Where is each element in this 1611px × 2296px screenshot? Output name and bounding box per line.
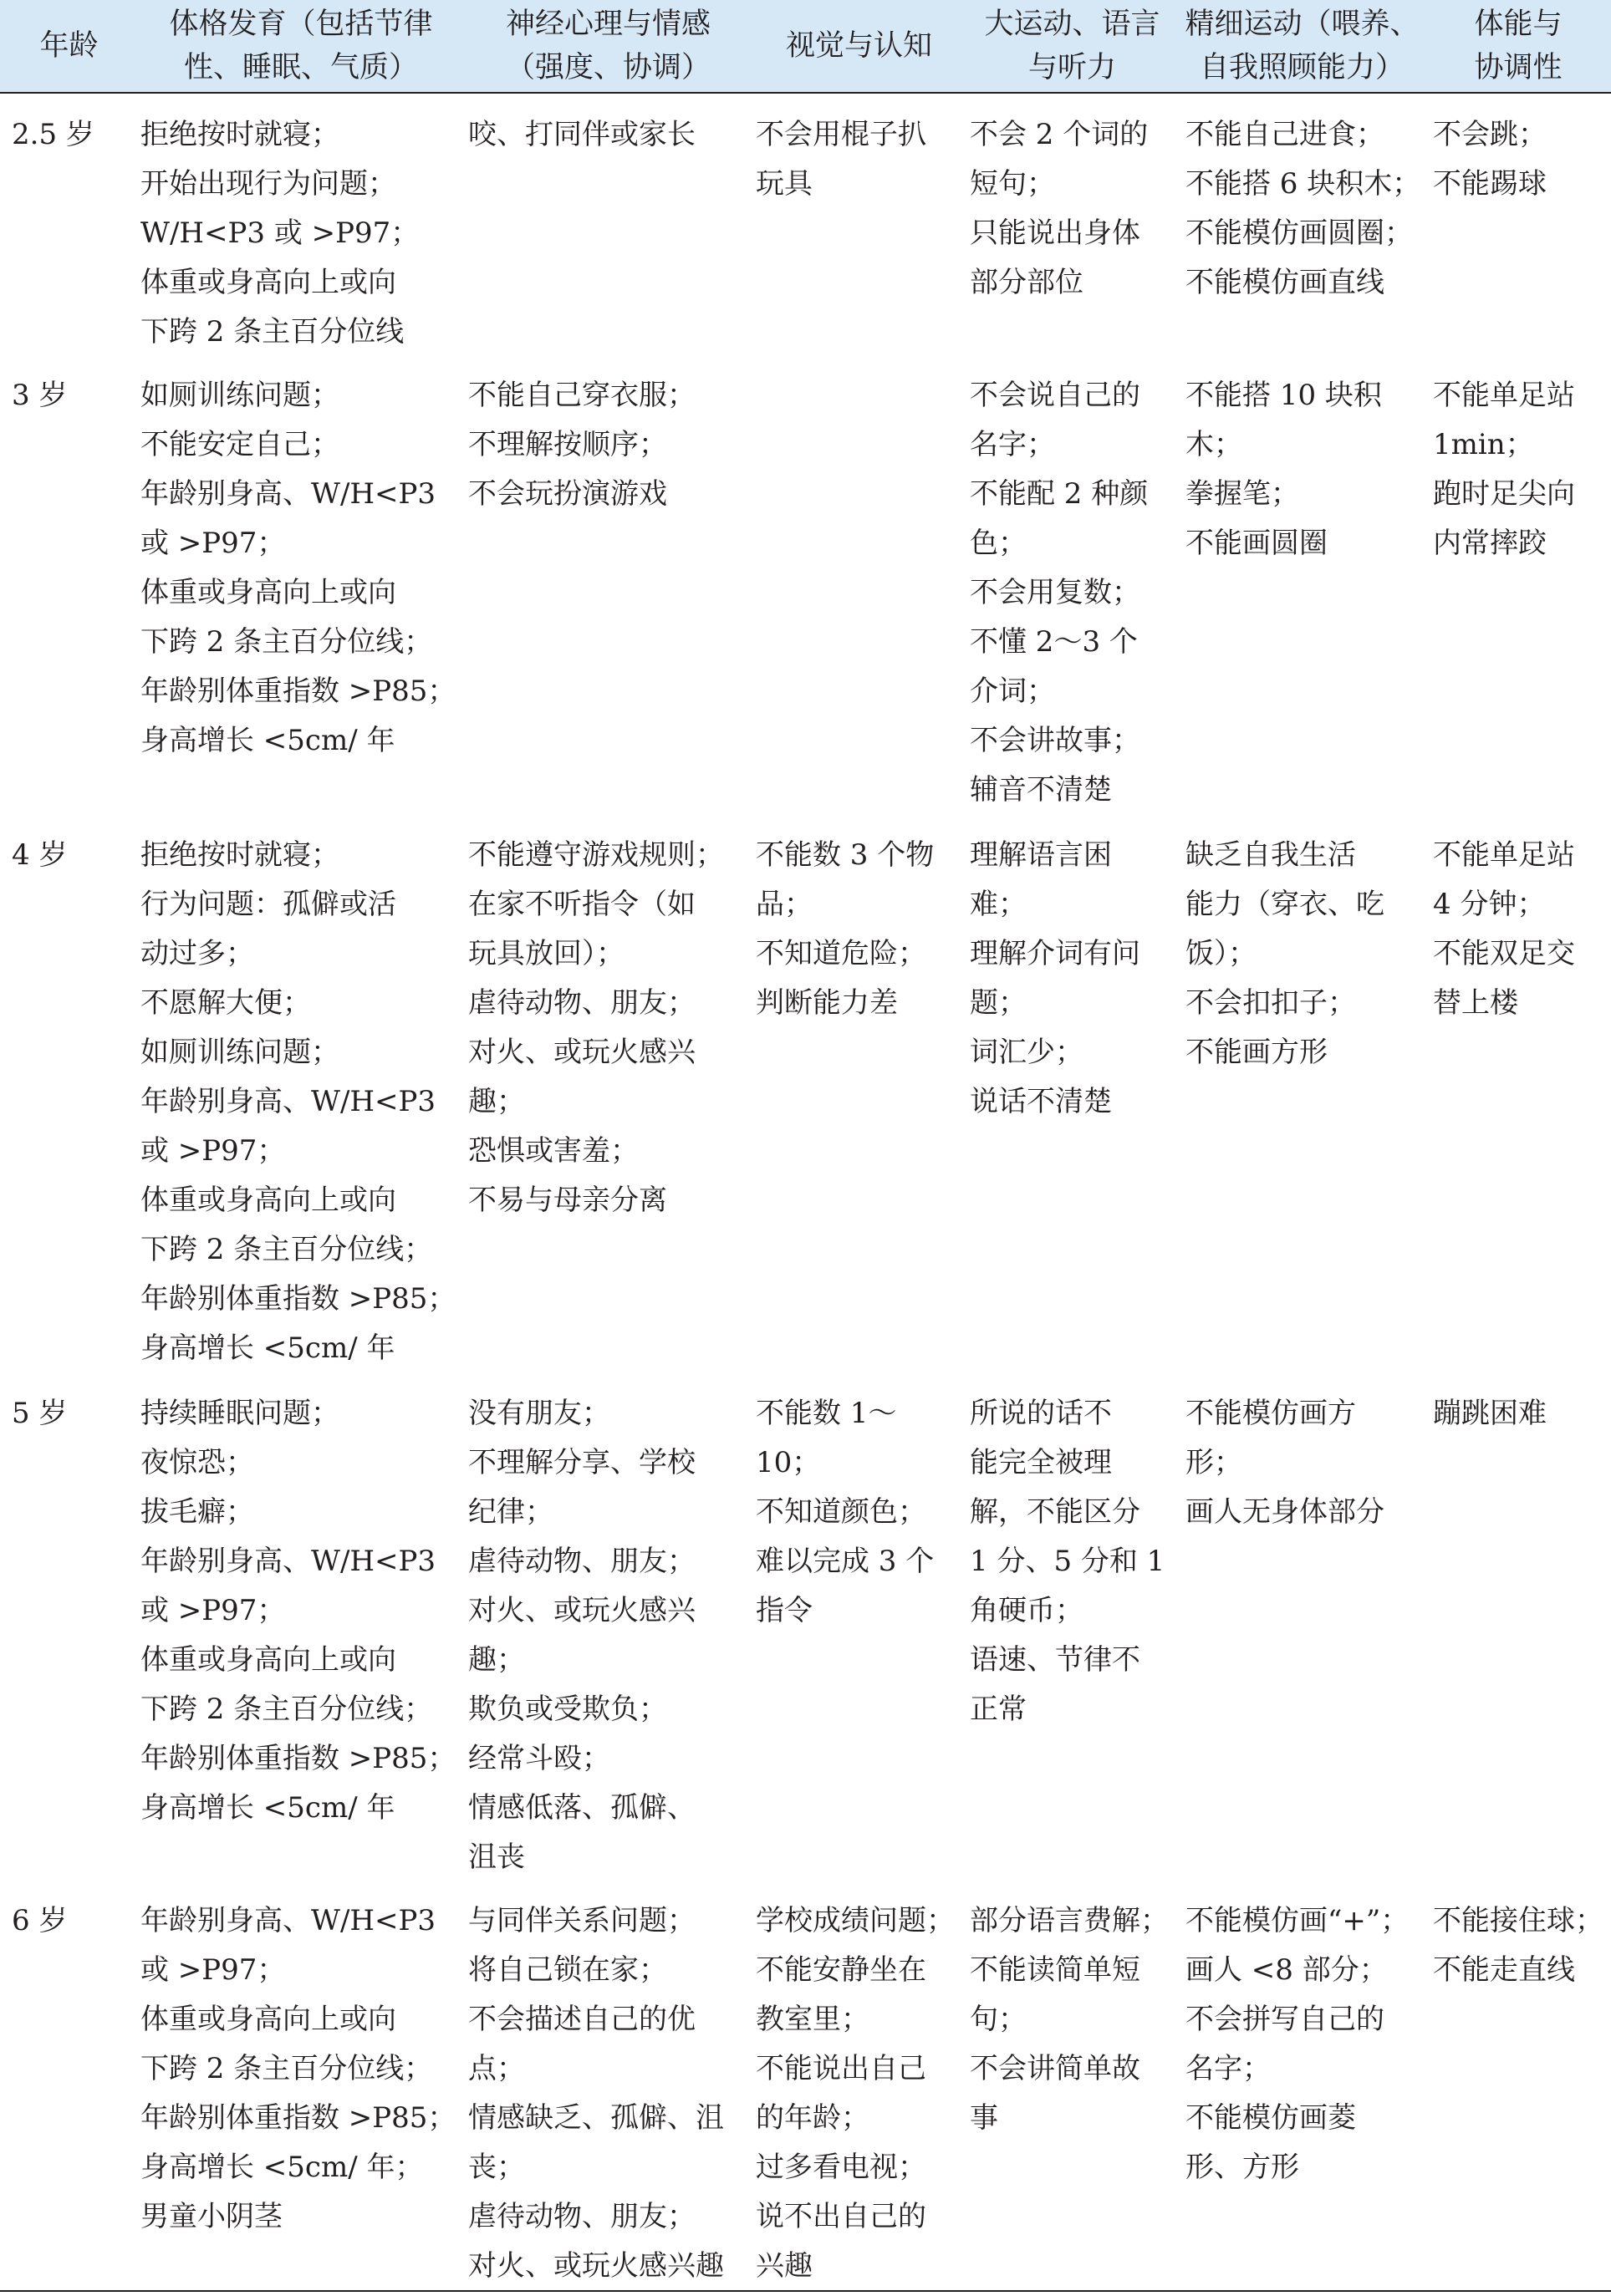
cell-vision: 不会用棍子扒 玩具 <box>756 118 926 201</box>
cell-physical: 拒绝按时就寝； 行为问题：孤僻或活 动过多； 不愿解大便； 如厕训练问题； 年龄别身高、W/H<P3 或 >P97； 体重或身高向上或向 下跨 2 条主百分位线； 年龄别体重指数 >P85； 身高增长 <5cm/ 年 <box>140 838 456 1365</box>
cell-coordination: 蹦跳困难 <box>1433 1397 1547 1430</box>
cell-fine-motor: 不能搭 10 块积 木； 拳握笔； 不能画圆圈 <box>1185 379 1382 560</box>
cell-gross-motor: 所说的话不 能完全被理 解，不能区分 1 分、5 分和 1 角硬币； 语速、节律不 正常 <box>970 1397 1165 1726</box>
cell-gross-motor: 不会说自己的 名字； 不能配 2 种颜 色； 不会用复数； 不懂 2～3 个 介词； 不会讲故事； 辅音不清楚 <box>970 379 1149 807</box>
table-row <box>0 361 1611 808</box>
cell-age: 3 岁 <box>12 379 68 412</box>
cell-age: 6 岁 <box>12 1904 68 1937</box>
header-neuro: 神经心理与情感 （强度、协调） <box>505 8 711 84</box>
table-bottom-rule <box>0 2290 1611 2292</box>
table-row <box>0 1379 1611 1872</box>
cell-age: 2.5 岁 <box>12 118 94 151</box>
cell-neuro: 没有朋友； 不理解分享、学校 纪律； 虐待动物、朋友； 对火、或玩火感兴 趣； 欺负或受欺负； 经常斗殴； 情感低落、孤僻、 沮丧 <box>468 1397 696 1874</box>
cell-physical: 拒绝按时就寝； 开始出现行为问题； W/H<P3 或 >P97； 体重或身高向上或向 下跨 2 条主百分位线 <box>140 118 420 349</box>
header-vision: 视觉与认知 <box>785 29 932 63</box>
cell-fine-motor: 不能自己进食； 不能搭 6 块积木； 不能模仿画圆圈； 不能模仿画直线 <box>1185 118 1421 299</box>
header-age: 年龄 <box>39 29 99 63</box>
header-physical: 体格发育（包括节律 性、睡眠、气质） <box>169 8 433 84</box>
cell-neuro: 咬、打同伴或家长 <box>468 118 696 151</box>
cell-coordination: 不会跳； 不能踢球 <box>1433 118 1547 201</box>
cell-fine-motor: 不能模仿画方 形； 画人无身体部分 <box>1185 1397 1384 1529</box>
cell-gross-motor: 部分语言费解； 不能读简单短 句； 不会讲简单故 事 <box>970 1904 1169 2135</box>
cell-physical: 如厕训练问题； 不能安定自己； 年龄别身高、W/H<P3 或 >P97； 体重或身高向上或向 下跨 2 条主百分位线； 年龄别体重指数 >P85； 身高增长 <5cm/ 年 <box>140 379 456 757</box>
header-fine-motor: 精细运动（喂养、 自我照顾能力） <box>1185 8 1420 84</box>
cell-vision: 不能数 1～ 10； 不知道颜色； 难以完成 3 个 指令 <box>756 1397 935 1627</box>
cell-neuro: 不能自己穿衣服； 不理解按顺序； 不会玩扮演游戏 <box>468 379 696 511</box>
cell-fine-motor: 不能模仿画“+”； 画人 <8 部分； 不会拼写自己的 名字； 不能模仿画菱 形、方形 <box>1185 1904 1410 2184</box>
header-coordination: 体能与 协调性 <box>1474 8 1563 84</box>
table-header <box>0 0 1611 94</box>
cell-physical: 年龄别身高、W/H<P3 或 >P97； 体重或身高向上或向 下跨 2 条主百分位线； 年龄别体重指数 >P85； 身高增长 <5cm/ 年； 男童小阴茎 <box>140 1904 456 2233</box>
table-row <box>0 100 1611 351</box>
cell-neuro: 不能遵守游戏规则； 在家不听指令（如 玩具放回）； 虐待动物、朋友； 对火、或玩火感兴 趣； 恐惧或害羞； 不易与母亲分离 <box>468 838 724 1217</box>
header-gross-motor: 大运动、语言 与听力 <box>984 8 1160 84</box>
cell-neuro: 与同伴关系问题； 将自己锁在家； 不会描述自己的优 点； 情感缺乏、孤僻、沮 丧； 虐待动物、朋友； 对火、或玩火感兴趣 <box>468 1904 724 2283</box>
cell-gross-motor: 不会 2 个词的 短句； 只能说出身体 部分部位 <box>970 118 1149 299</box>
cell-fine-motor: 缺乏自我生活 能力（穿衣、吃 饭）； 不会扣扣子； 不能画方形 <box>1185 838 1384 1069</box>
table-row <box>0 821 1611 1368</box>
cell-vision: 不能数 3 个物 品； 不知道危险； 判断能力差 <box>756 838 935 1020</box>
cell-coordination: 不能单足站 1min； 跑时足尖向 内常摔跤 <box>1433 379 1575 560</box>
cell-coordination: 不能单足站 4 分钟； 不能双足交 替上楼 <box>1433 838 1575 1020</box>
cell-age: 5 岁 <box>12 1397 68 1430</box>
cell-age: 4 岁 <box>12 838 68 872</box>
table-row <box>0 1886 1611 2288</box>
cell-vision: 学校成绩问题； 不能安静坐在 教室里； 不能说出自己 的年龄； 过多看电视； 说不出自己的 兴趣 <box>756 1904 955 2283</box>
cell-physical: 持续睡眠问题； 夜惊恐； 拔毛癖； 年龄别身高、W/H<P3 或 >P97； 体重或身高向上或向 下跨 2 条主百分位线； 年龄别体重指数 >P85； 身高增长 <5cm/ 年 <box>140 1397 456 1825</box>
cell-coordination: 不能接住球； 不能走直线 <box>1433 1904 1603 1987</box>
cell-gross-motor: 理解语言困 难； 理解介词有问 题； 词汇少； 说话不清楚 <box>970 838 1140 1118</box>
